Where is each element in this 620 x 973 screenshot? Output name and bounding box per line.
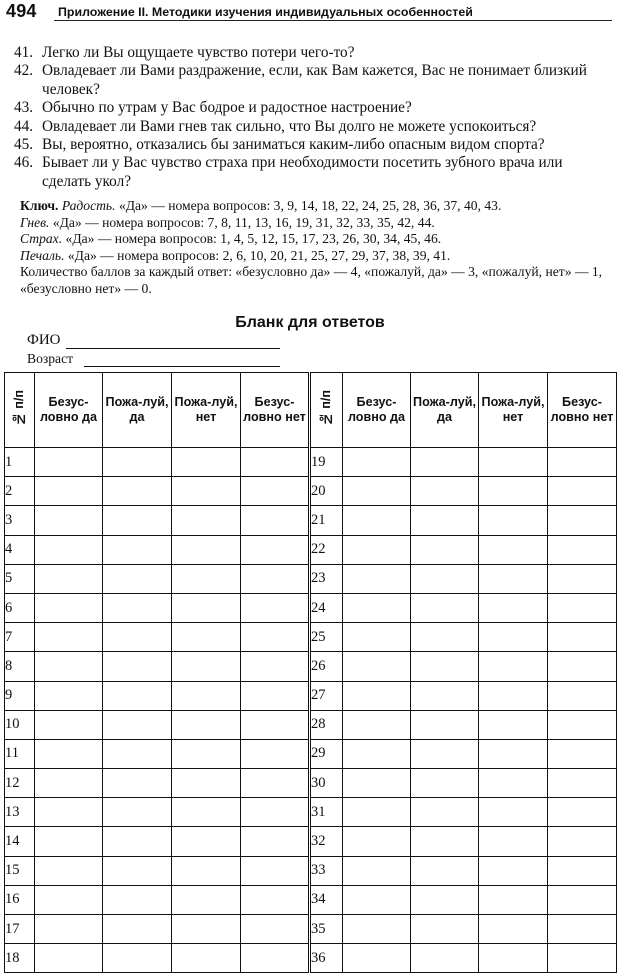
answer-cell[interactable] (35, 623, 103, 652)
answer-cell[interactable] (343, 710, 411, 739)
row-number: 21 (310, 506, 343, 535)
answer-cell[interactable] (411, 564, 479, 593)
row-number: 5 (5, 564, 35, 593)
answer-rows (5, 448, 617, 973)
table-row (5, 856, 617, 885)
row-number: 13 (5, 798, 35, 827)
answer-cell[interactable] (548, 856, 617, 885)
answer-cell[interactable] (241, 856, 310, 885)
answer-cell[interactable] (548, 681, 617, 710)
table-row (5, 623, 617, 652)
row-number: 11 (5, 739, 35, 768)
answer-cell[interactable] (479, 448, 548, 477)
row-number: 25 (310, 623, 343, 652)
answer-cell[interactable] (103, 885, 172, 914)
answer-cell[interactable] (343, 506, 411, 535)
answer-cell[interactable] (548, 652, 617, 681)
answer-cell[interactable] (479, 477, 548, 506)
answer-cell[interactable] (241, 477, 310, 506)
answer-cell[interactable] (241, 506, 310, 535)
answer-cell[interactable] (103, 856, 172, 885)
table-row (5, 506, 617, 535)
row-number: 10 (5, 710, 35, 739)
answer-cell[interactable] (241, 681, 310, 710)
joy-label: Радость. (61, 198, 116, 213)
question-number: 41. (14, 44, 34, 61)
answer-cell[interactable] (241, 448, 310, 477)
col-probably-no-header: Пожа-луй, нет (172, 373, 241, 448)
fio-label: ФИО (27, 332, 61, 348)
answer-cell[interactable] (548, 827, 617, 856)
answer-cell[interactable] (479, 944, 548, 973)
answer-cell[interactable] (35, 506, 103, 535)
question-item (10, 154, 614, 191)
answer-cell[interactable] (241, 564, 310, 593)
fio-field[interactable] (66, 348, 280, 349)
row-number: 16 (5, 885, 35, 914)
row-number: 30 (310, 769, 343, 798)
answer-cell[interactable] (343, 681, 411, 710)
answer-cell[interactable] (479, 593, 548, 622)
row-number: 2 (5, 477, 35, 506)
answer-cell[interactable] (411, 739, 479, 768)
answer-cell[interactable] (35, 944, 103, 973)
row-number: 32 (310, 827, 343, 856)
answer-cell[interactable] (548, 477, 617, 506)
answer-cell[interactable] (411, 506, 479, 535)
table-row (5, 944, 617, 973)
col-definitely-yes-header: Безус-ловно да (35, 373, 103, 448)
answer-cell[interactable] (241, 885, 310, 914)
answer-cell[interactable] (241, 623, 310, 652)
key-fear (6, 231, 614, 248)
answer-cell[interactable] (548, 710, 617, 739)
question-list (10, 44, 614, 191)
answer-cell[interactable] (479, 798, 548, 827)
answer-cell[interactable] (411, 593, 479, 622)
sadness-text: «Да» — номера вопросов: 2, 6, 10, 20, 21, 25, 27, 29, 37, 38, 39, 41. (67, 247, 451, 263)
answer-cell[interactable] (479, 710, 548, 739)
answer-cell[interactable] (103, 739, 172, 768)
answer-cell[interactable] (479, 769, 548, 798)
table-row (5, 885, 617, 914)
question-text: Овладевает ли Вами гнев так сильно, что Вы долго не можете успокоиться? (42, 117, 537, 135)
question-text: Бывает ли у Вас чувство страха при необходимости посетить зубного врача или сделать укол? (42, 154, 563, 190)
answer-cell[interactable] (411, 798, 479, 827)
answer-cell[interactable] (411, 623, 479, 652)
row-number: 6 (5, 593, 35, 622)
answer-cell[interactable] (548, 593, 617, 622)
answer-cell[interactable] (241, 710, 310, 739)
answer-cell[interactable] (35, 710, 103, 739)
col-probably-no-header: Пожа-луй, нет (479, 373, 548, 448)
answer-cell[interactable] (241, 769, 310, 798)
row-number: 35 (310, 915, 343, 944)
row-number: 29 (310, 739, 343, 768)
table-row (5, 593, 617, 622)
header-rule (54, 20, 612, 21)
question-text: Обычно по утрам у Вас бодрое и радостное настроение? (42, 99, 412, 117)
question-text: Овладевает ли Вами раздражение, если, как Вам кажется, Вас не понимает близкий человек? (42, 62, 587, 98)
col-number-label: № п/п (319, 389, 333, 427)
row-number: 4 (5, 535, 35, 564)
answer-key (6, 198, 614, 298)
answer-cell[interactable] (411, 448, 479, 477)
answer-cell[interactable] (548, 885, 617, 914)
table-row (5, 798, 617, 827)
row-number: 28 (310, 710, 343, 739)
answer-cell[interactable] (548, 798, 617, 827)
page-header (0, 0, 620, 22)
answer-cell[interactable] (479, 652, 548, 681)
answer-cell[interactable] (35, 827, 103, 856)
anger-text: «Да» — номера вопросов: 7, 8, 11, 13, 16, 19, 31, 32, 33, 35, 42, 44. (52, 214, 435, 230)
answer-cell[interactable] (343, 477, 411, 506)
answer-cell[interactable] (343, 739, 411, 768)
answer-cell[interactable] (172, 769, 241, 798)
age-label: Возраст (27, 351, 74, 366)
table-row (5, 477, 617, 506)
answer-cell[interactable] (241, 652, 310, 681)
answer-cell[interactable] (548, 535, 617, 564)
row-number: 14 (5, 827, 35, 856)
table-row (5, 652, 617, 681)
answer-cell[interactable] (479, 564, 548, 593)
row-number: 1 (5, 448, 35, 477)
answer-cell[interactable] (172, 506, 241, 535)
question-item (10, 99, 614, 117)
col-probably-yes-header: Пожа-луй, да (411, 373, 479, 448)
col-number-header (310, 373, 343, 448)
answer-cell[interactable] (479, 535, 548, 564)
answer-cell[interactable] (172, 710, 241, 739)
answer-cell[interactable] (172, 564, 241, 593)
answer-cell[interactable] (479, 827, 548, 856)
fear-label: Страх. (20, 231, 63, 247)
answer-cell[interactable] (172, 535, 241, 564)
table-row (5, 769, 617, 798)
row-number: 26 (310, 652, 343, 681)
answer-cell[interactable] (343, 856, 411, 885)
answer-cell[interactable] (479, 885, 548, 914)
answer-cell[interactable] (411, 769, 479, 798)
table-row (5, 739, 617, 768)
row-number: 18 (5, 944, 35, 973)
answer-cell[interactable] (548, 944, 617, 973)
row-number: 23 (310, 564, 343, 593)
answer-cell[interactable] (548, 739, 617, 768)
answer-cell[interactable] (35, 681, 103, 710)
answer-cell[interactable] (35, 798, 103, 827)
answer-cell[interactable] (411, 681, 479, 710)
question-text: Вы, вероятно, отказались бы заниматься каким-либо опасным видом спорта? (42, 136, 545, 154)
answer-cell[interactable] (35, 652, 103, 681)
row-number: 20 (310, 477, 343, 506)
answer-cell[interactable] (103, 827, 172, 856)
answer-cell[interactable] (172, 798, 241, 827)
answer-cell[interactable] (343, 885, 411, 914)
answer-sheet-table (4, 372, 617, 973)
row-number: 9 (5, 681, 35, 710)
table-row (5, 564, 617, 593)
question-number: 45. (14, 136, 34, 154)
table-row (5, 535, 617, 564)
anger-label: Гнев. (20, 214, 50, 230)
key-label: Ключ. (20, 198, 59, 213)
answer-cell[interactable] (343, 798, 411, 827)
row-number: 31 (310, 798, 343, 827)
key-scoring: Количество баллов за каждый ответ: «безусловно да» — 4, «пожалуй, да» — 3, «пожалуй, нет» — 1, «безусловно нет» — 0. (20, 264, 603, 296)
answer-cell[interactable] (103, 944, 172, 973)
row-number: 22 (310, 535, 343, 564)
question-item (10, 118, 614, 136)
answer-cell[interactable] (35, 915, 103, 944)
answer-cell[interactable] (343, 652, 411, 681)
question-item (10, 44, 614, 62)
answer-cell[interactable] (172, 915, 241, 944)
sadness-label: Печаль. (20, 247, 65, 263)
table-row (5, 710, 617, 739)
answer-cell[interactable] (411, 535, 479, 564)
answer-cell[interactable] (411, 856, 479, 885)
row-number: 34 (310, 885, 343, 914)
answer-cell[interactable] (103, 477, 172, 506)
answer-cell[interactable] (343, 564, 411, 593)
col-number-header (5, 373, 35, 448)
answer-cell[interactable] (411, 652, 479, 681)
col-probably-yes-header: Пожа-луй, да (103, 373, 172, 448)
answer-cell[interactable] (241, 915, 310, 944)
col-definitely-no-header: Безус-ловно нет (548, 373, 617, 448)
table-row (5, 448, 617, 477)
answer-cell[interactable] (103, 681, 172, 710)
question-item (10, 136, 614, 154)
answer-cell[interactable] (343, 769, 411, 798)
answer-cell[interactable] (35, 448, 103, 477)
answer-cell[interactable] (172, 856, 241, 885)
row-number: 15 (5, 856, 35, 885)
answer-cell[interactable] (103, 769, 172, 798)
answer-cell[interactable] (172, 944, 241, 973)
question-item (10, 62, 614, 99)
answer-cell[interactable] (479, 506, 548, 535)
answer-cell[interactable] (103, 593, 172, 622)
answer-cell[interactable] (548, 769, 617, 798)
row-number: 36 (310, 944, 343, 973)
answer-cell[interactable] (548, 623, 617, 652)
answer-cell[interactable] (241, 827, 310, 856)
row-number: 19 (310, 448, 343, 477)
table-header-row (5, 373, 617, 448)
answer-cell[interactable] (411, 885, 479, 914)
question-text: Легко ли Вы ощущаете чувство потери чего-то? (42, 44, 355, 61)
answer-cell[interactable] (172, 623, 241, 652)
answer-cell[interactable] (172, 885, 241, 914)
answer-cell[interactable] (172, 827, 241, 856)
answer-cell[interactable] (172, 739, 241, 768)
answer-cell[interactable] (35, 477, 103, 506)
running-title: Приложение II. Методики изучения индивидуальных особенностей (58, 5, 473, 19)
fear-text: «Да» — номера вопросов: 1, 4, 5, 12, 15, 17, 23, 26, 30, 34, 45, 46. (65, 231, 442, 247)
answer-cell[interactable] (103, 535, 172, 564)
answer-cell[interactable] (548, 448, 617, 477)
answer-cell[interactable] (241, 739, 310, 768)
row-number: 12 (5, 769, 35, 798)
answer-cell[interactable] (479, 739, 548, 768)
key-anger (6, 215, 614, 232)
row-number: 3 (5, 506, 35, 535)
answer-cell[interactable] (35, 739, 103, 768)
answer-cell[interactable] (241, 593, 310, 622)
answer-cell[interactable] (411, 477, 479, 506)
answer-cell[interactable] (241, 944, 310, 973)
answer-cell[interactable] (343, 623, 411, 652)
answer-cell[interactable] (411, 915, 479, 944)
row-number: 33 (310, 856, 343, 885)
answer-cell[interactable] (103, 623, 172, 652)
answer-cell[interactable] (103, 448, 172, 477)
answer-cell[interactable] (343, 827, 411, 856)
row-number: 7 (5, 623, 35, 652)
col-definitely-no-header: Безус-ловно нет (241, 373, 310, 448)
answer-cell[interactable] (35, 769, 103, 798)
answer-cell[interactable] (343, 593, 411, 622)
answer-cell[interactable] (548, 915, 617, 944)
answer-cell[interactable] (35, 535, 103, 564)
answer-cell[interactable] (479, 915, 548, 944)
age-field[interactable] (84, 366, 280, 367)
answer-cell[interactable] (35, 856, 103, 885)
answer-cell[interactable] (241, 535, 310, 564)
row-number: 24 (310, 593, 343, 622)
answer-cell[interactable] (479, 623, 548, 652)
answer-cell[interactable] (103, 564, 172, 593)
key-joy (6, 198, 614, 215)
answer-cell[interactable] (35, 885, 103, 914)
answer-cell[interactable] (35, 593, 103, 622)
joy-text: «Да» — номера вопросов: 3, 9, 14, 18, 22, 24, 25, 28, 36, 37, 40, 43. (118, 198, 502, 213)
answer-cell[interactable] (103, 915, 172, 944)
answer-cell[interactable] (343, 535, 411, 564)
row-number: 17 (5, 915, 35, 944)
key-sadness (6, 248, 614, 265)
answer-cell[interactable] (172, 477, 241, 506)
answer-cell[interactable] (411, 710, 479, 739)
question-number: 42. (14, 62, 34, 80)
answer-cell[interactable] (172, 448, 241, 477)
answer-cell[interactable] (103, 710, 172, 739)
answer-cell[interactable] (35, 564, 103, 593)
answer-cell[interactable] (172, 593, 241, 622)
answer-cell[interactable] (411, 827, 479, 856)
answer-cell[interactable] (172, 681, 241, 710)
col-number-label: № п/п (12, 389, 26, 427)
question-number: 43. (14, 99, 34, 117)
answer-cell[interactable] (241, 798, 310, 827)
table-row (5, 827, 617, 856)
answer-cell[interactable] (411, 944, 479, 973)
row-number: 8 (5, 652, 35, 681)
answer-cell[interactable] (343, 915, 411, 944)
form-title: Бланк для ответов (235, 314, 385, 331)
answer-cell[interactable] (548, 506, 617, 535)
answer-cell[interactable] (343, 944, 411, 973)
table-row (5, 681, 617, 710)
answer-cell[interactable] (172, 652, 241, 681)
answer-cell[interactable] (103, 506, 172, 535)
answer-cell[interactable] (548, 564, 617, 593)
question-number: 44. (14, 117, 34, 135)
answer-cell[interactable] (103, 652, 172, 681)
table-row (5, 915, 617, 944)
answer-cell[interactable] (343, 448, 411, 477)
page-number: 494 (6, 1, 37, 21)
answer-cell[interactable] (479, 856, 548, 885)
answer-cell[interactable] (103, 798, 172, 827)
col-definitely-yes-header: Безус-ловно да (343, 373, 411, 448)
question-number: 46. (14, 154, 34, 172)
row-number: 27 (310, 681, 343, 710)
answer-cell[interactable] (479, 681, 548, 710)
